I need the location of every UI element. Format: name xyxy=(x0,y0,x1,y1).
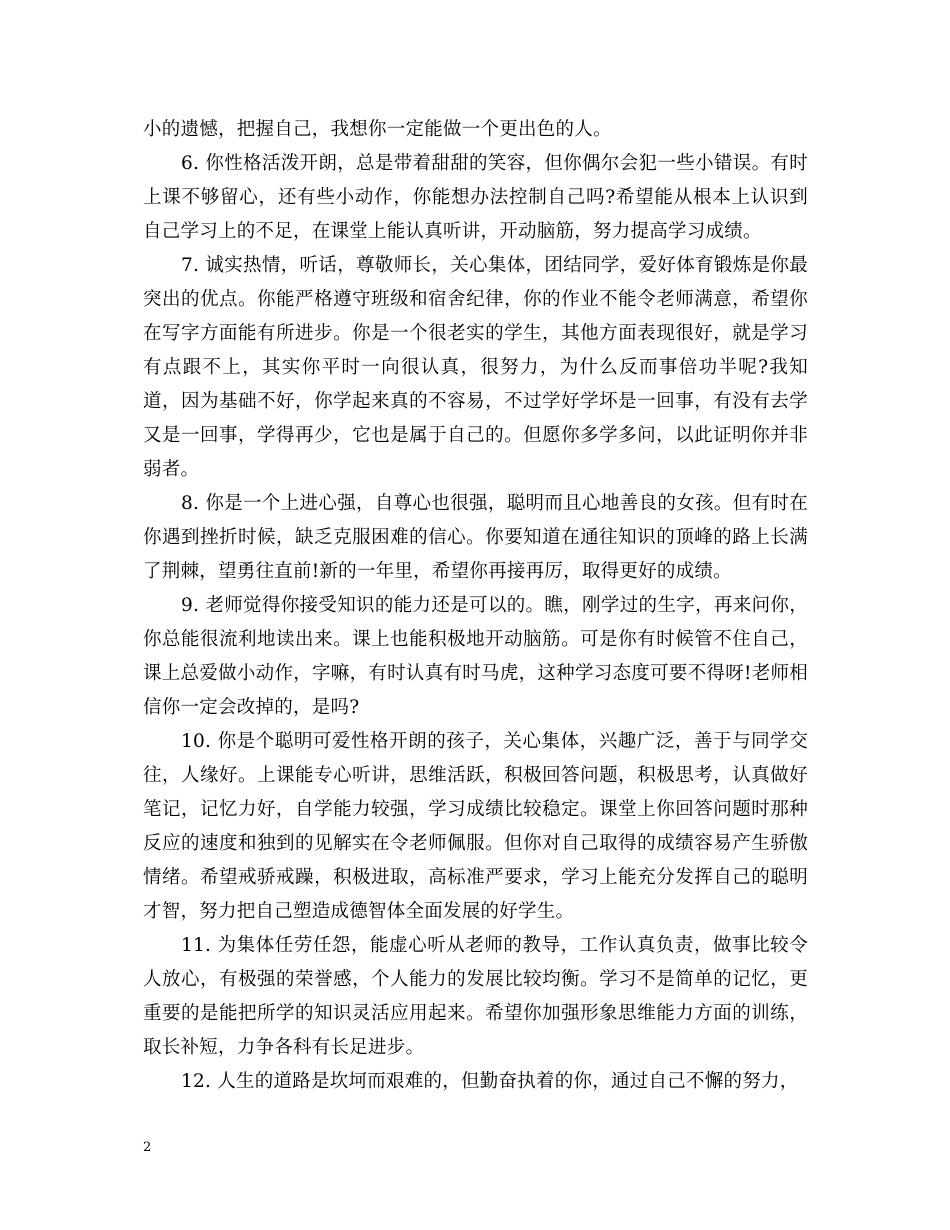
paragraph-item-8: 8. 你是一个上进心强，自尊心也很强，聪明而且心地善良的女孩。但有时在你遇到挫折时候，缺乏克服困难的信心。你要知道在通往知识的顶峰的路上长满了荆棘，望勇往直前!新的一年里，希望你再接再厉，取得更好的成绩。 xyxy=(143,493,808,582)
paragraph-continuation: 小的遗憾，把握自己，我想你一定能做一个更出色的人。 xyxy=(143,119,612,140)
paragraph-item-10: 10. 你是个聪明可爱性格开朗的孩子，关心集体，兴趣广泛，善于与同学交往，人缘好。上课能专心听讲，思维活跃，积极回答问题，积极思考，认真做好笔记，记忆力好，自学能力较强，学习成绩比较稳定。课堂上你回答问题时那种反应的速度和独到的见解实在令老师佩服。但你对自己取得的成绩容易产生骄傲情绪。希望戒骄戒躁，积极进取，高标准严要求，学习上能充分发挥自己的聪明才智，努力把自己塑造成德智体全面发展的好学生。 xyxy=(143,731,808,922)
paragraph-item-7: 7. 诚实热情，听话，尊敬师长，关心集体，团结同学，爱好体育锻炼是你最突出的优点。你能严格遵守班级和宿舍纪律，你的作业不能令老师满意，希望你在写字方面能有所进步。你是一个很老实的学生，其他方面表现很好，就是学习有点跟不上，其实你平时一向很认真，很努力，为什么反而事倍功半呢?我知道，因为基础不好，你学起来真的不容易，不过学好学坏是一回事，有没有去学又是一回事，学得再少，它也是属于自己的。但愿你多学多问，以此证明你并非弱者。 xyxy=(143,255,808,480)
paragraph-item-6: 6. 你性格活泼开朗，总是带着甜甜的笑容，但你偶尔会犯一些小错误。有时上课不够留心，还有些小动作，你能想办法控制自己吗?希望能从根本上认识到自己学习上的不足，在课堂上能认真听讲，开动脑筋，努力提高学习成绩。 xyxy=(143,153,808,242)
paragraph-item-12: 12. 人生的道路是坎坷而艰难的，但勤奋执着的你，通过自己不懈的努力， xyxy=(181,1071,799,1092)
document-body xyxy=(143,113,808,1099)
page-number: 2 xyxy=(143,1140,152,1155)
paragraph-item-9: 9. 老师觉得你接受知识的能力还是可以的。瞧，刚学过的生字，再来问你，你总能很流利地读出来。课上也能积极地开动脑筋。可是你有时候管不住自己，课上总爱做小动作，字嘛，有时认真有时马虎，这种学习态度可要不得呀!老师相信你一定会改掉的，是吗? xyxy=(143,595,808,718)
paragraph-item-11: 11. 为集体任劳任怨，能虚心听从老师的教导，工作认真负责，做事比较令人放心，有极强的荣誉感，个人能力的发展比较均衡。学习不是简单的记忆，更重要的是能把所学的知识灵活应用起来。希望你加强形象思维能力方面的训练，取长补短，力争各科有长足进步。 xyxy=(143,935,808,1058)
